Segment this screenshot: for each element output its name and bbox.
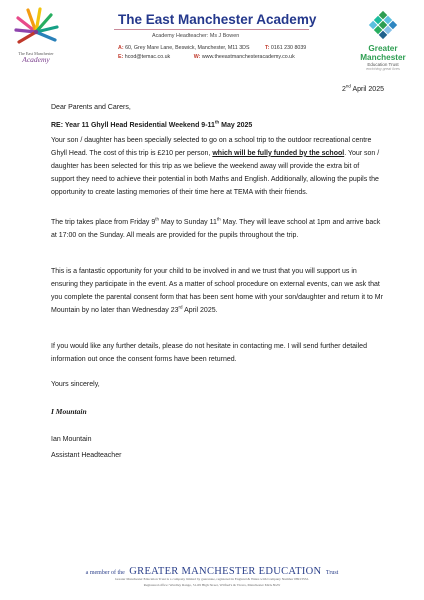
footer-legal-line-2: Registered office: Wardley Range, 51-69 High Street, Wilfred's & Vicara, Manchester M2A 8GW <box>143 583 281 587</box>
academy-logo-caption-top: The East Manchester <box>18 51 54 56</box>
trust-logo <box>354 10 412 70</box>
paragraph-1: Your son / daughter has been specially selected to go on a school trip to the outdoor recreational centre Ghyll Head. The cost of this trip is £210 per person, which will be fully funded by the school. Your son / daughter has been selected for this trip as we believe the weekend away will provide the extra bit of support they need to achieve their potential in both Maths and English. Additionally, allowing the pupils the opportunity to create lasting memories of their time here at TEMA with their friends. <box>51 137 380 196</box>
footer-prefix: a member of the <box>85 570 125 576</box>
paragraph-4: If you would like any further details, please do not hesitate in contacting me. I will send further detailed information out once the consent forms have been returned. <box>51 343 367 363</box>
trust-logo-tagline: enriching great lives <box>366 67 400 71</box>
trust-logo-line3: Education Trust <box>367 62 399 67</box>
address-text: 60, Grey Mare Lane, Beswick, Manchester, M11 3DS <box>125 45 250 51</box>
address-line <box>118 45 306 51</box>
footer-suffix: Trust <box>325 570 339 576</box>
footer-legal-line-1: Greater Manchester Education Trust is a company limited by guarantee, registered in England & Wales with Company Number 08913552. <box>114 577 310 581</box>
phone-label: T: <box>265 45 270 51</box>
web-address: www.theeastmanchesteracademy.co.uk <box>201 54 295 60</box>
email-label: E: <box>118 54 124 60</box>
paragraph-2: The trip takes place from Friday 9th May to Sunday 11th May. They will leave school at 1pm and arrive back at 17:00 on the Sunday. All meals are provided for the pupils throughout the trip. <box>51 216 381 239</box>
header-divider <box>114 29 309 30</box>
subject-line: RE: Year 11 Ghyll Head Residential Weekend 9-11th May 2025 <box>51 119 253 129</box>
email-address: hcod@temac.co.uk <box>124 54 171 60</box>
trust-logo-line2: Manchester <box>360 52 406 62</box>
phone-number: 0161 230 8039 <box>270 45 307 51</box>
signer-title: Assistant Headteacher <box>51 452 122 459</box>
academy-logo <box>6 6 66 68</box>
letter-date: 2nd April 2025 <box>341 83 384 93</box>
academy-logo-caption-bottom: Academy <box>22 55 50 64</box>
footer-trust-name: GREATER MANCHESTER EDUCATION <box>129 566 322 577</box>
signature: I Mountain <box>51 407 87 416</box>
salutation: Dear Parents and Carers, <box>51 104 131 111</box>
pinwheel-logo-icon <box>13 6 59 50</box>
signer-name: Ian Mountain <box>51 436 92 443</box>
diamond-mosaic-logo-icon <box>365 10 401 40</box>
closing: Yours sincerely, <box>51 381 100 388</box>
trust-logo-line1: Greater <box>368 44 398 53</box>
web-label: W: <box>193 54 201 60</box>
contact-line <box>118 54 295 60</box>
headteacher-line: Academy Headteacher: Ms J Bowen <box>152 33 240 39</box>
paragraph-3: This is a fantastic opportunity for your child to be involved in and we trust that you will support us in ensuring they participate in the event. As a matter of school procedure on external events, can we ask that you complete the parental consent form that has been sent home with your son/daughter and return it to Mr Mountain by no later than Wednesday 23rd April 2025. <box>51 268 383 314</box>
address-label: A: <box>118 45 124 51</box>
funding-highlight: which will be fully funded by the school <box>212 149 345 157</box>
school-name: The East Manchester Academy <box>118 12 317 27</box>
